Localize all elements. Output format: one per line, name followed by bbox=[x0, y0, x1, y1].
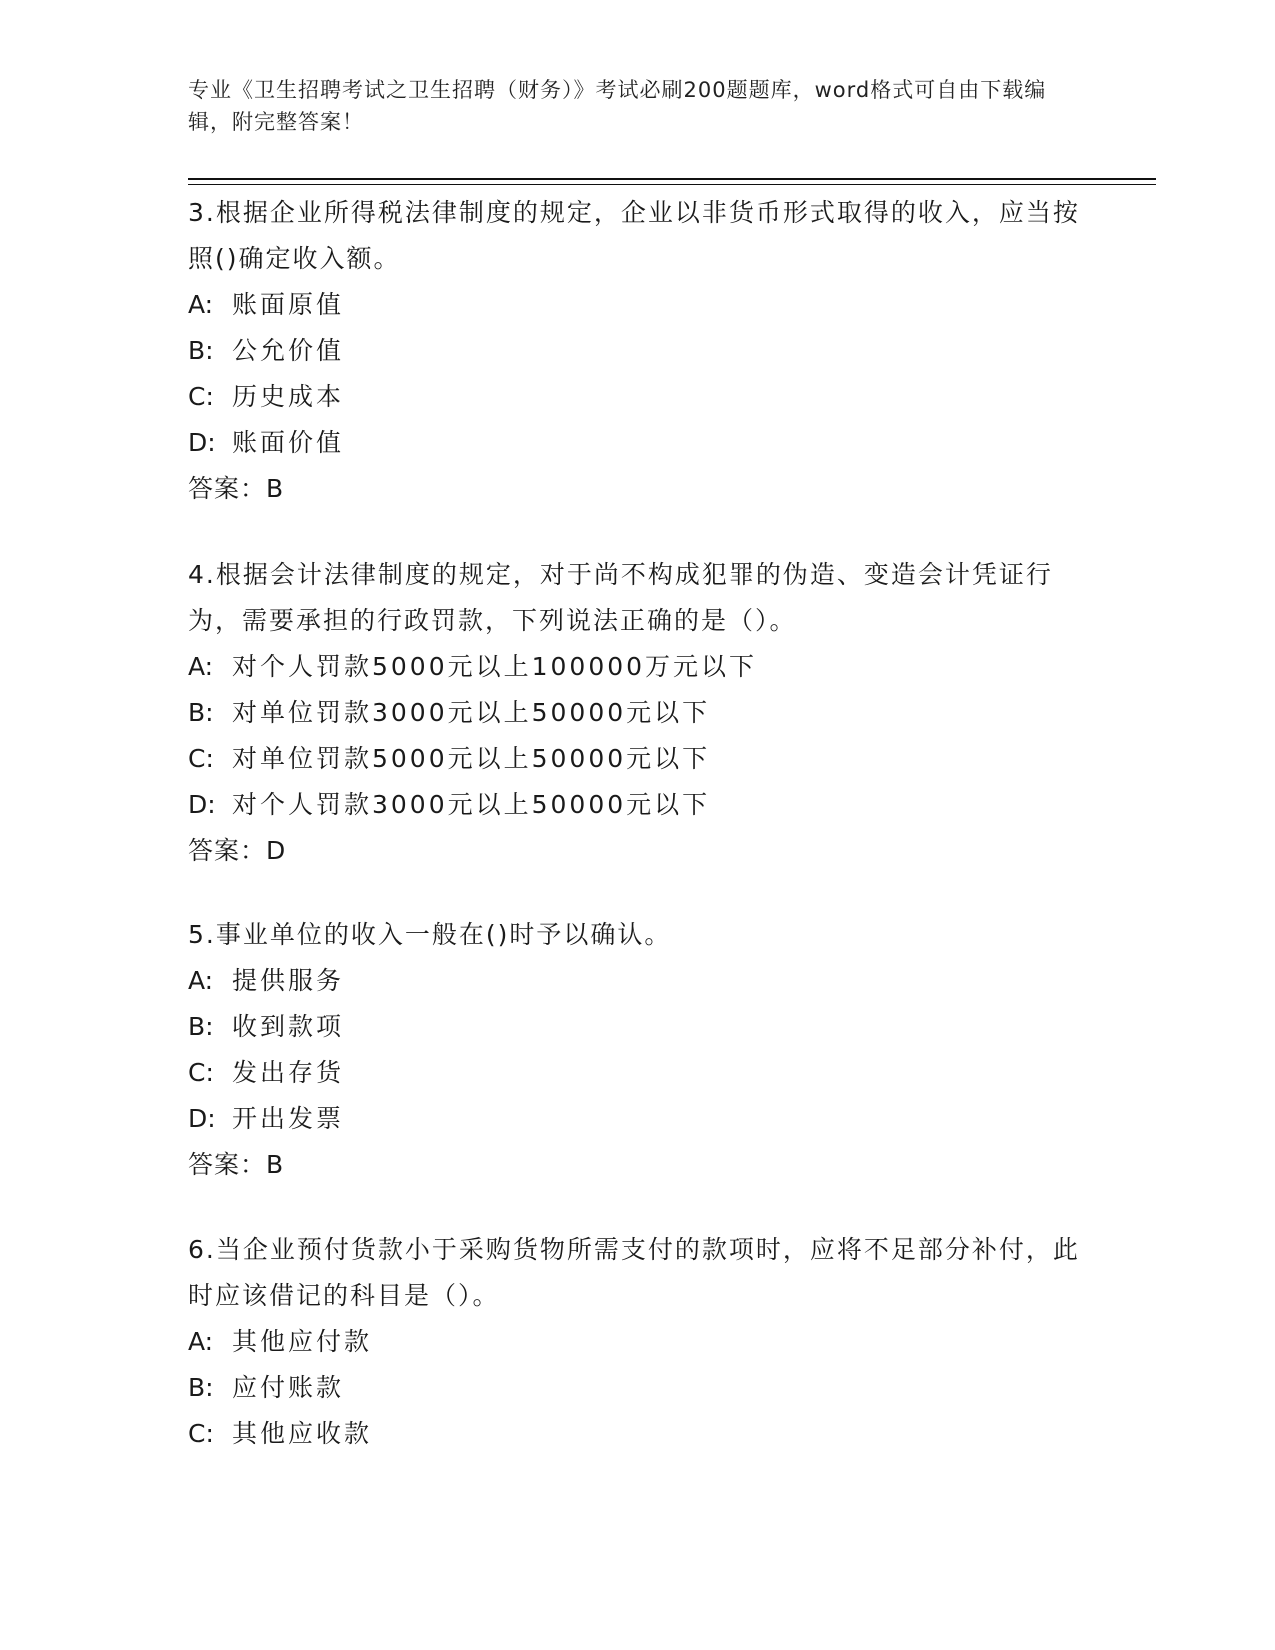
option-b bbox=[188, 1004, 1088, 1050]
option-c bbox=[188, 1411, 1088, 1457]
option-text: 提供服务 bbox=[232, 966, 345, 995]
document-header: 专业《卫生招聘考试之卫生招聘（财务）》考试必刷200题题库，word格式可自由下载编辑，附完整答案！ bbox=[188, 78, 1047, 134]
option-letter: C: bbox=[188, 744, 214, 773]
question-stem: 5.事业单位的收入一般在()时予以确认。 bbox=[188, 920, 672, 949]
option-c bbox=[188, 1050, 1088, 1096]
question-block bbox=[188, 190, 1088, 512]
option-b bbox=[188, 328, 1088, 374]
header-divider-thin bbox=[188, 184, 1156, 185]
option-a bbox=[188, 958, 1088, 1004]
question-block bbox=[188, 912, 1088, 1188]
option-text: 公允价值 bbox=[232, 336, 345, 365]
option-letter: D: bbox=[188, 790, 216, 819]
option-text: 账面价值 bbox=[232, 428, 345, 457]
option-d bbox=[188, 1096, 1088, 1142]
option-text: 其他应收款 bbox=[232, 1419, 373, 1448]
option-letter: C: bbox=[188, 382, 214, 411]
answer-line: 答案：D bbox=[188, 836, 287, 865]
option-letter: A: bbox=[188, 290, 214, 319]
option-letter: D: bbox=[188, 428, 216, 457]
option-text: 收到款项 bbox=[232, 1012, 345, 1041]
option-b bbox=[188, 1365, 1088, 1411]
question-stem: 6.当企业预付货款小于采购货物所需支付的款项时，应将不足部分补付，此时应该借记的科目是（）。 bbox=[188, 1235, 1080, 1310]
option-text: 账面原值 bbox=[232, 290, 345, 319]
option-letter: A: bbox=[188, 1327, 214, 1356]
question-stem: 3.根据企业所得税法律制度的规定，企业以非货币形式取得的收入，应当按照()确定收入额。 bbox=[188, 198, 1080, 273]
option-a bbox=[188, 282, 1088, 328]
option-text: 对个人罚款5000元以上100000万元以下 bbox=[232, 652, 758, 681]
option-letter: A: bbox=[188, 966, 214, 995]
option-text: 历史成本 bbox=[232, 382, 345, 411]
question-block bbox=[188, 552, 1088, 874]
option-c bbox=[188, 374, 1088, 420]
option-text: 应付账款 bbox=[232, 1373, 345, 1402]
option-letter: A: bbox=[188, 652, 214, 681]
header-divider-thick bbox=[188, 178, 1156, 180]
option-letter: B: bbox=[188, 1012, 214, 1041]
option-c bbox=[188, 736, 1088, 782]
question-block bbox=[188, 1227, 1088, 1457]
option-letter: B: bbox=[188, 336, 214, 365]
option-letter: C: bbox=[188, 1419, 214, 1448]
option-b bbox=[188, 690, 1088, 736]
option-letter: C: bbox=[188, 1058, 214, 1087]
option-d bbox=[188, 420, 1088, 466]
option-a bbox=[188, 644, 1088, 690]
answer-line: 答案：B bbox=[188, 1150, 285, 1179]
option-a bbox=[188, 1319, 1088, 1365]
option-text: 对单位罚款5000元以上50000元以下 bbox=[232, 744, 711, 773]
option-d bbox=[188, 782, 1088, 828]
option-text: 对单位罚款3000元以上50000元以下 bbox=[232, 698, 711, 727]
option-letter: D: bbox=[188, 1104, 216, 1133]
option-text: 开出发票 bbox=[232, 1104, 345, 1133]
option-text: 其他应付款 bbox=[232, 1327, 373, 1356]
question-stem: 4.根据会计法律制度的规定，对于尚不构成犯罪的伪造、变造会计凭证行为，需要承担的行政罚款，下列说法正确的是（）。 bbox=[188, 560, 1053, 635]
option-letter: B: bbox=[188, 1373, 214, 1402]
option-text: 发出存货 bbox=[232, 1058, 345, 1087]
answer-line: 答案：B bbox=[188, 474, 285, 503]
option-letter: B: bbox=[188, 698, 214, 727]
option-text: 对个人罚款3000元以上50000元以下 bbox=[232, 790, 711, 819]
